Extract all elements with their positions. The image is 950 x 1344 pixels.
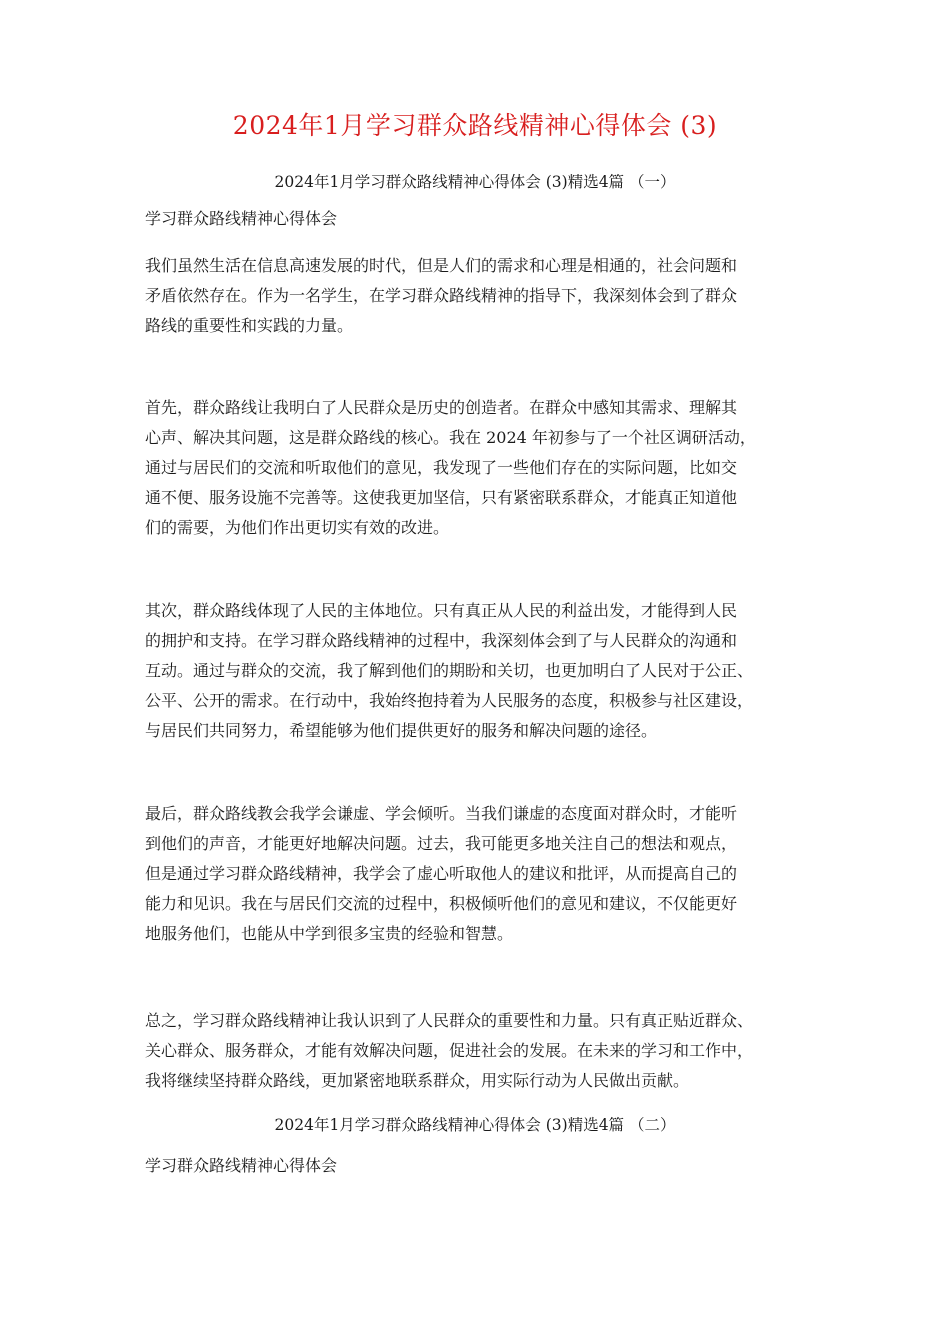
paragraph-line: 互动。通过与群众的交流，我了解到他们的期盼和关切，也更加明白了人民对于公正、 [145, 661, 754, 680]
section-2-heading: 2024年1月学习群众路线精神心得体会 (3)精选4篇 （二） [274, 1116, 676, 1134]
paragraph-line: 最后，群众路线教会我学会谦虚、学会倾听。当我们谦虚的态度面对群众时，才能听 [145, 804, 738, 823]
paragraph-line: 我将继续坚持群众路线，更加紧密地联系群众，用实际行动为人民做出贡献。 [145, 1071, 690, 1090]
document-title: 2024年1月学习群众路线精神心得体会 (3) [232, 111, 718, 140]
paragraph-line: 的拥护和支持。在学习群众路线精神的过程中，我深刻体会到了与人民群众的沟通和 [145, 631, 738, 650]
paragraph-line: 通不便、服务设施不完善等。这使我更加坚信，只有紧密联系群众，才能真正知道他 [145, 488, 738, 507]
paragraph-line: 到他们的声音，才能更好地解决问题。过去，我可能更多地关注自己的想法和观点， [145, 834, 738, 853]
paragraph-line: 其次，群众路线体现了人民的主体地位。只有真正从人民的利益出发，才能得到人民 [145, 601, 738, 620]
paragraph-line: 路线的重要性和实践的力量。 [145, 316, 354, 335]
section-2-subtitle: 学习群众路线精神心得体会 [145, 1156, 338, 1175]
paragraph-line: 们的需要，为他们作出更切实有效的改进。 [145, 518, 450, 537]
paragraph-line: 通过与居民们的交流和听取他们的意见，我发现了一些他们存在的实际问题，比如交 [145, 458, 738, 477]
section-1-subtitle: 学习群众路线精神心得体会 [145, 209, 338, 228]
paragraph-line: 但是通过学习群众路线精神，我学会了虚心听取他人的建议和批评，从而提高自己的 [145, 864, 738, 883]
paragraph-line: 与居民们共同努力，希望能够为他们提供更好的服务和解决问题的途径。 [145, 721, 658, 740]
paragraph-line: 首先，群众路线让我明白了人民群众是历史的创造者。在群众中感知其需求、理解其 [145, 398, 738, 417]
section-1-heading: 2024年1月学习群众路线精神心得体会 (3)精选4篇 （一） [274, 173, 676, 191]
paragraph-line: 矛盾依然存在。作为一名学生，在学习群众路线精神的指导下，我深刻体会到了群众 [145, 286, 738, 305]
paragraph-line: 公平、公开的需求。在行动中，我始终抱持着为人民服务的态度，积极参与社区建设， [145, 691, 754, 710]
paragraph-line: 能力和见识。我在与居民们交流的过程中，积极倾听他们的意见和建议，不仅能更好 [145, 894, 738, 913]
paragraph-line: 地服务他们，也能从中学到很多宝贵的经验和智慧。 [145, 924, 514, 943]
paragraph-line: 关心群众、服务群众，才能有效解决问题，促进社会的发展。在未来的学习和工作中， [145, 1041, 754, 1060]
paragraph-line: 心声、解决其问题，这是群众路线的核心。我在 2024 年初参与了一个社区调研活动， [145, 428, 756, 447]
paragraph-line: 我们虽然生活在信息高速发展的时代，但是人们的需求和心理是相通的，社会问题和 [145, 256, 738, 275]
paragraph-line: 总之，学习群众路线精神让我认识到了人民群众的重要性和力量。只有真正贴近群众、 [145, 1011, 754, 1030]
